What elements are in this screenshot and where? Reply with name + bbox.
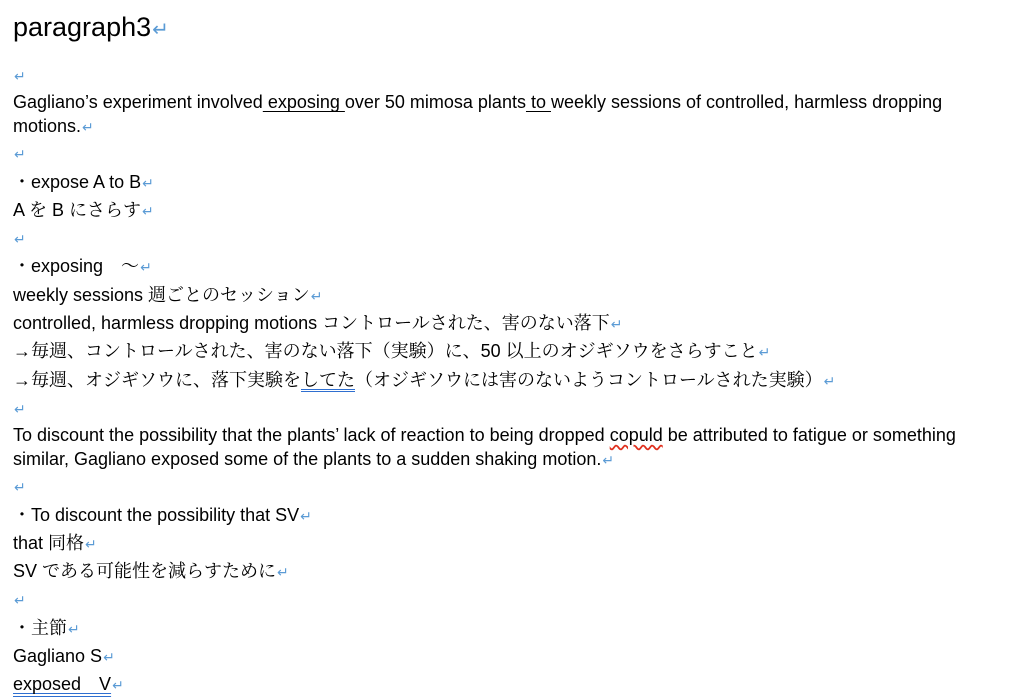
empty-line <box>13 586 1013 614</box>
empty-line <box>13 395 1013 423</box>
paragraph-mark-icon: ↵ <box>14 593 26 610</box>
note-line <box>13 169 1013 197</box>
paragraph-mark-icon: ↵ <box>14 69 26 85</box>
document-heading <box>13 10 1013 44</box>
paragraph-mark-icon: ↵ <box>602 453 615 470</box>
note-line <box>13 558 1013 586</box>
paragraph-mark-icon: ↵ <box>277 565 289 582</box>
double-underlined-text: exposed V <box>13 674 112 695</box>
paragraph-mark-icon: ↵ <box>85 536 97 553</box>
note-text: SV である可能性を減らすために <box>13 561 277 582</box>
note-line <box>13 197 1013 225</box>
paragraph-1-text: over 50 mimosa plants <box>344 92 526 113</box>
note-text: →毎週、コントロールされた、害のない落下（実験）に、50 以上のオジギソウをさらすこと <box>13 341 758 362</box>
note-text: →毎週、オジギソウに、落下実験を <box>13 369 301 390</box>
paragraph-1 <box>13 90 988 140</box>
note-line <box>13 615 1013 643</box>
note-text: controlled, harmless dropping motions コントロールされた、害のない落下 <box>13 313 610 334</box>
paragraph-mark-icon: ↵ <box>823 373 836 390</box>
note-text: A を B にさらす <box>13 199 142 220</box>
note-line <box>13 338 1013 366</box>
paragraph-mark-icon: ↵ <box>14 480 26 497</box>
empty-line <box>13 473 1013 501</box>
note-line <box>13 530 1013 558</box>
paragraph-mark-icon: ↵ <box>142 175 154 192</box>
empty-line <box>13 62 1013 90</box>
note-line <box>13 671 1013 699</box>
paragraph-mark-icon: ↵ <box>610 317 623 334</box>
underlined-text: exposing <box>262 92 345 113</box>
paragraph-1-text: weekly sessions of controlled, harmless dropping motions. <box>13 92 943 137</box>
paragraph-2 <box>13 423 988 473</box>
note-text: （オジギソウには害のないようコントロールされた実験） <box>355 369 823 390</box>
note-text: weekly sessions 週ごとのセッション <box>13 284 310 305</box>
note-text: ・expose A to B <box>13 171 142 192</box>
paragraph-mark-icon: ↵ <box>14 147 26 164</box>
note-text: ・To discount the possibility that SV <box>13 504 300 525</box>
note-line <box>13 502 1013 530</box>
paragraph-2-text: be attributed to fatigue or something similar, Gagliano exposed some of the plants to a sudden shaking motion. <box>13 425 956 470</box>
paragraph-mark-icon: ↵ <box>142 203 154 220</box>
paragraph-mark-icon: ↵ <box>300 508 312 525</box>
paragraph-mark-icon: ↵ <box>103 650 115 667</box>
note-text: ・exposing 〜 <box>13 256 140 277</box>
double-underlined-text: してた <box>301 369 355 390</box>
paragraph-mark-icon: ↵ <box>140 260 152 277</box>
misspelled-word[interactable]: copuld <box>609 425 663 446</box>
paragraph-mark-icon: ↵ <box>152 17 169 41</box>
paragraph-1-text: Gagliano’s experiment involved <box>13 92 263 113</box>
paragraph-mark-icon: ↵ <box>68 621 80 638</box>
paragraph-mark-icon: ↵ <box>14 401 26 418</box>
paragraph-mark-icon: ↵ <box>82 120 94 137</box>
paragraph-mark-icon: ↵ <box>310 288 323 305</box>
paragraph-mark-icon: ↵ <box>112 678 124 695</box>
note-line <box>13 367 1013 395</box>
note-text: ・主節 <box>13 617 67 638</box>
note-line <box>13 310 1013 338</box>
empty-line <box>13 140 1013 168</box>
note-line <box>13 282 1013 310</box>
underlined-text: to <box>525 92 551 113</box>
paragraph-mark-icon: ↵ <box>758 345 771 362</box>
paragraph-mark-icon: ↵ <box>14 232 26 249</box>
paragraph-2-text: To discount the possibility that the plants’ lack of reaction to being dropped <box>13 425 610 446</box>
heading-text: paragraph3 <box>13 12 152 42</box>
note-text: that 同格 <box>13 532 85 553</box>
note-line <box>13 643 1013 671</box>
note-text: Gagliano S <box>13 646 103 667</box>
note-line <box>13 253 1013 281</box>
empty-line <box>13 225 1013 253</box>
document-page[interactable] <box>13 10 1013 700</box>
